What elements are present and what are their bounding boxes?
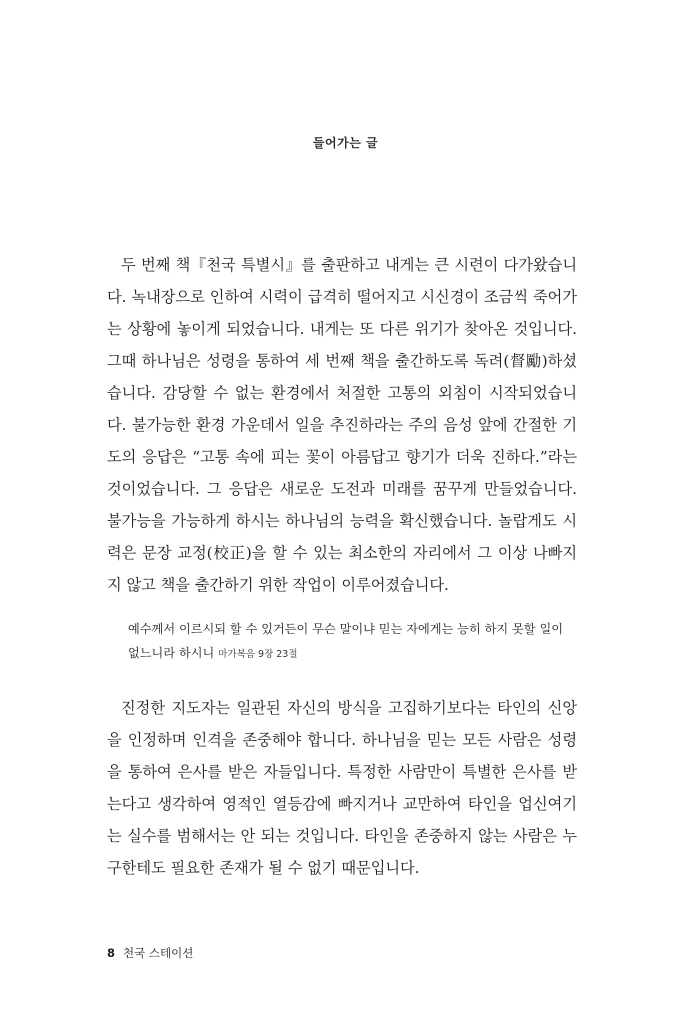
chapter-title: 들어가는 글 (312, 136, 379, 150)
page-number: 8 (107, 946, 116, 960)
body-paragraph-1: 두 번째 책『천국 특별시』를 출판하고 내게는 큰 시련이 다가왔습니다. 녹내장으로 인하여 시력이 급격히 떨어지고 시신경이 조금씩 죽어가는 상황에 놓이게 되었습니다. 내게는 또 다른 위기가 찾아온 것입니다. 그때 하나님은 성령을 통하여 세 번째 책을 출간하도록 독려(督勵)하셨습니다. 감당할 수 없는 환경에서 처절한 고통의 외침이 시작되었습니다. 불가능한 환경 가운데서 일을 추진하라는 주의 음성 앞에 간절한 기도의 응답은 “고통 속에 피는 꽃이 아름답고 향기가 더욱 진하다.”라는 것이었습니다. 그 응답은 새로운 도전과 미래를 꿈꾸게 만들었습니다. 불가능을 가능하게 하시는 하나님의 능력을 확신했습니다. 놀랍게도 시력은 문장 교정(校正)을 할 수 있는 최소한의 자리에서 그 이상 나빠지지 않고 책을 출간하기 위한 작업이 이루어졌습니다. (107, 256, 577, 594)
running-book-title: 천국 스테이션 (123, 946, 194, 960)
quote-text: 예수께서 이르시되 할 수 있거든이 무슨 말이냐 믿는 자에게는 능히 하지 못할 일이 없느니라 하시니 (128, 622, 564, 660)
body-paragraph-2: 진정한 지도자는 일관된 자신의 방식을 고집하기보다는 타인의 신앙을 인정하며 인격을 존중해야 합니다. 하나님을 믿는 모든 사람은 성령을 통하여 은사를 받은 자들입니다. 특정한 사람만이 특별한 은사를 받는다고 생각하여 영적인 열등감에 빠지거나 교만하여 타인을 업신여기는 실수를 범해서는 안 되는 것입니다. 타인을 존중하지 않는 사람은 누구한테도 필요한 존재가 될 수 없기 때문입니다. (107, 699, 577, 877)
page-footer (107, 945, 193, 961)
scripture-quote (128, 617, 568, 667)
quote-reference: 마가복음 9장 23절 (218, 649, 298, 660)
